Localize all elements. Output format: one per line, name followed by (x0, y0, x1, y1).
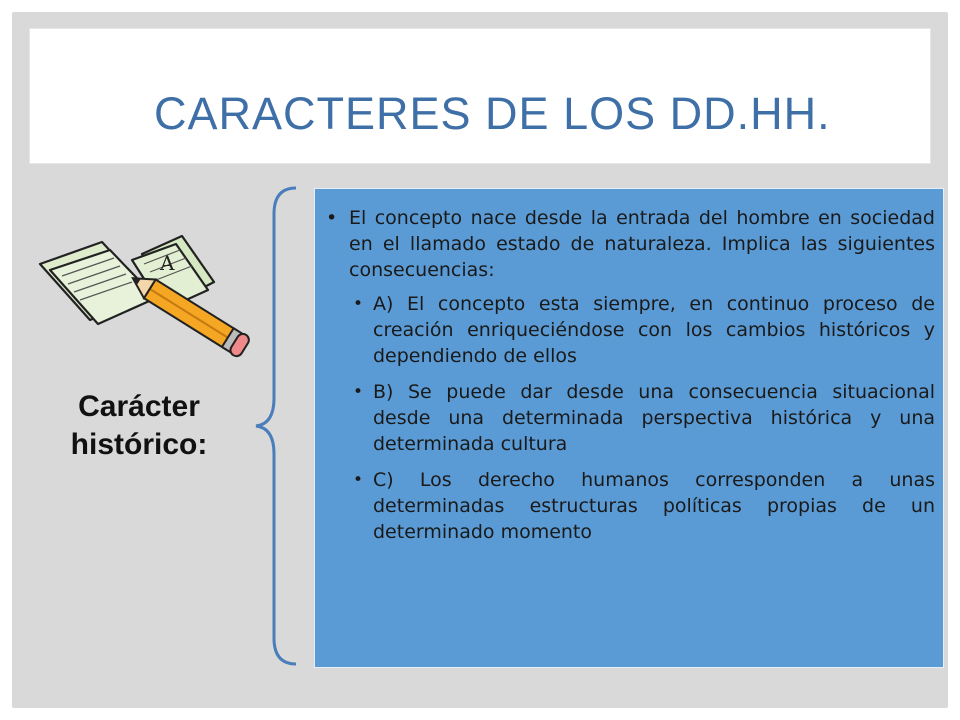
sub-bullet-b (353, 379, 935, 457)
sub-bullet-a (353, 291, 935, 369)
sub-bullet-text: B) Se puede dar desde una consecuencia situacional desde una determinada perspectiva histórica y una determinada cultura (373, 381, 935, 455)
svg-text:A: A (160, 251, 175, 275)
notepad-with-pencil-icon (32, 224, 252, 364)
bullet-icon: • (326, 207, 338, 229)
sub-bullet-text: C) Los derecho humanos corresponden a unas determinadas estructuras políticas propias de un determinado momento (373, 469, 935, 543)
bullet-icon: • (353, 382, 364, 402)
slide (12, 12, 948, 708)
title-box (30, 29, 930, 163)
slide-title: CARACTERES DE LOS DD.HH. (154, 88, 831, 139)
main-bullet-text: El concepto nace desde la entrada del hombre en sociedad en el llamado estado de naturaleza. Implica las siguientes consecuencias: (349, 207, 935, 281)
main-bullet-list (326, 205, 935, 545)
sub-bullet-list (349, 291, 935, 545)
sub-bullet-text: A) El concepto esta siempre, en continuo proceso de creación enriqueciéndose con los cambios históricos y dependiendo de ellos (373, 293, 935, 367)
sub-bullet-c (353, 467, 935, 545)
left-brace-icon (252, 184, 302, 668)
bullet-icon: • (353, 294, 364, 314)
bullet-icon: • (353, 470, 364, 490)
content-box (314, 188, 944, 668)
main-bullet (326, 205, 935, 545)
side-label: Carácter histórico: (70, 390, 208, 461)
